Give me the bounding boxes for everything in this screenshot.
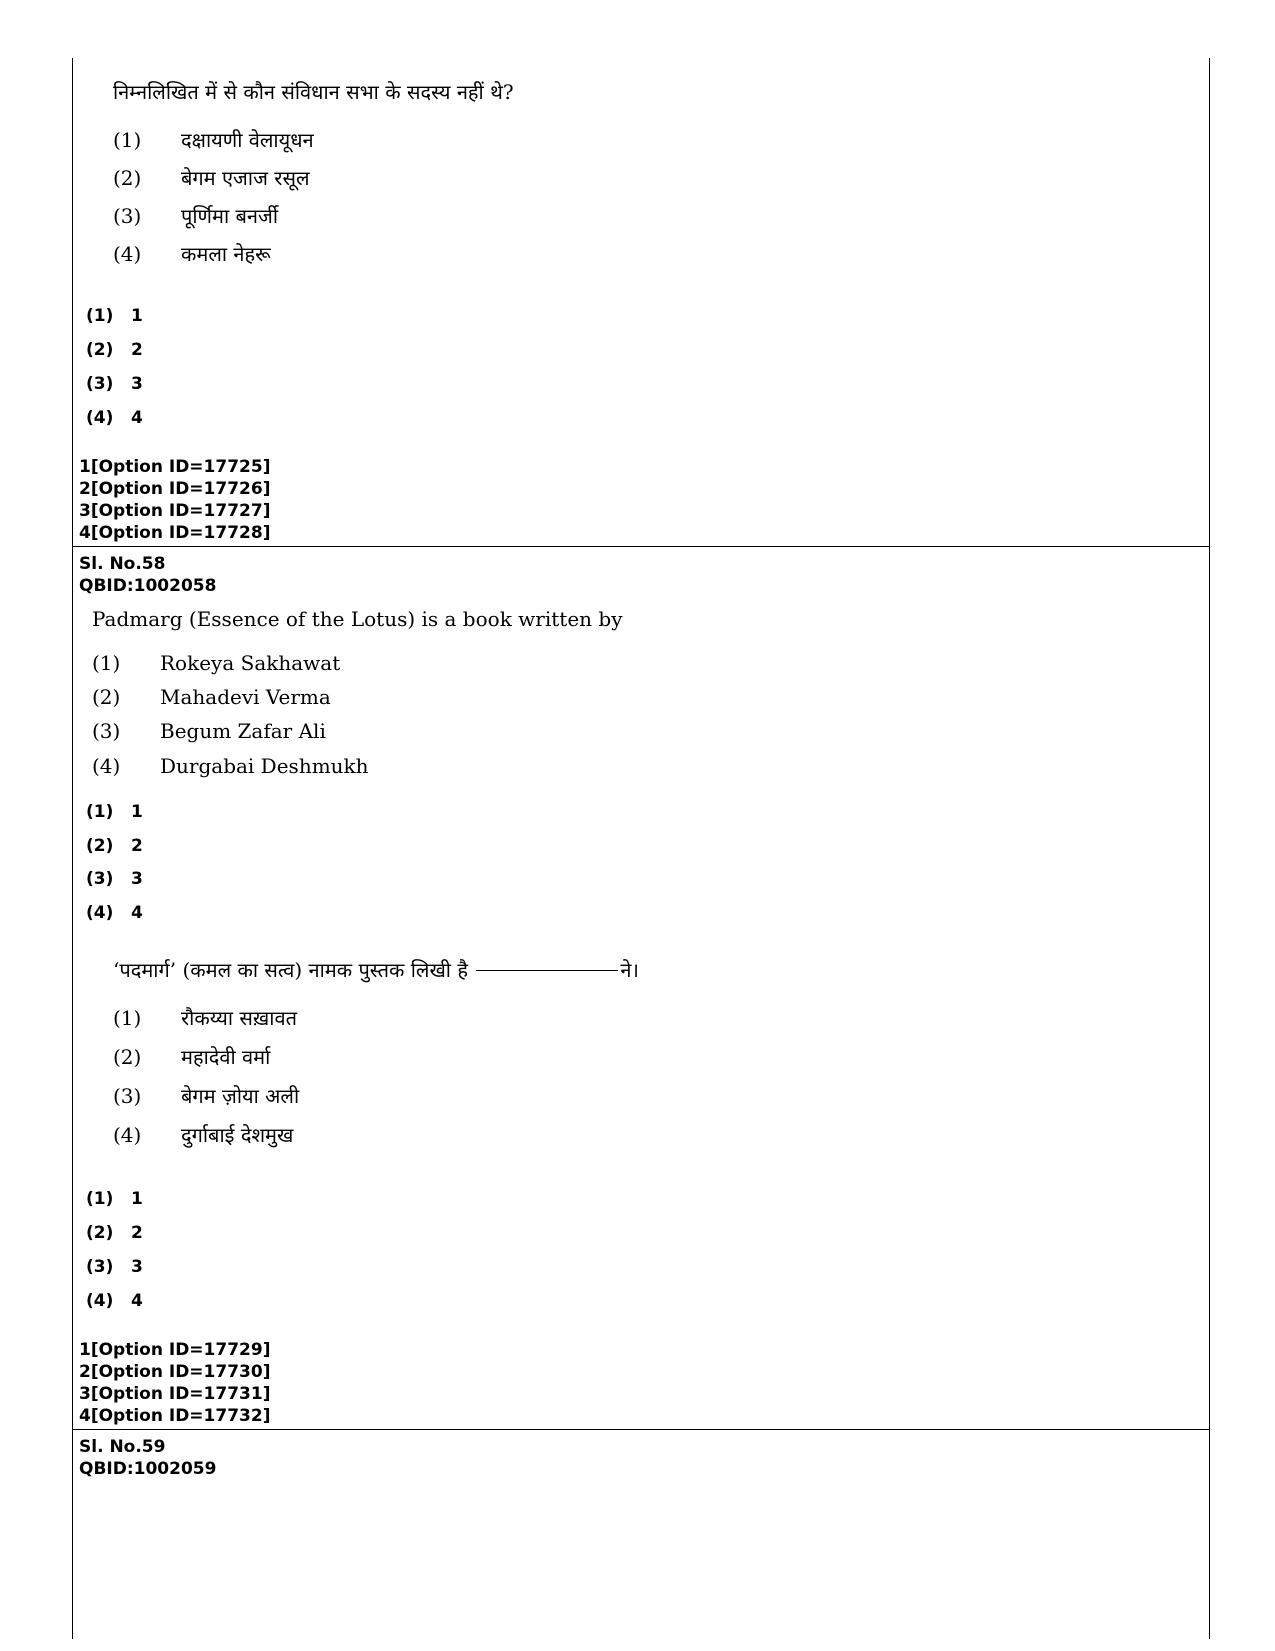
option-id-line: 3[Option ID=17731] [79, 1384, 271, 1404]
question-meta-58 [79, 553, 216, 597]
right-border [1209, 58, 1210, 1639]
option-hi-58-4: (4) दुर्गाबाई देशमुख [113, 1123, 294, 1147]
option-ids-prev [79, 456, 270, 544]
option-id-line: 2[Option ID=17726] [79, 479, 271, 499]
answer-hi-58-3: (3) 3 [86, 1257, 143, 1277]
serial-number: Sl. No.59 [79, 1437, 166, 1457]
question-meta-59 [79, 1436, 216, 1480]
question-hindi-prev: निम्नलिखित में से कौन संविधान सभा के सदस्य नहीं थे? [113, 80, 514, 104]
answer-blank [476, 970, 618, 971]
qbid: QBID:1002058 [79, 576, 217, 596]
option-en-58-4: (4) Durgabai Deshmukh [92, 754, 369, 778]
option-hi-prev-1: (1) दक्षायणी वेलायूधन [113, 128, 314, 152]
option-hi-58-1: (1) रौकय्या सख़ावत [113, 1006, 297, 1030]
option-en-58-3: (3) Begum Zafar Ali [92, 719, 326, 743]
option-en-58-2: (2) Mahadevi Verma [92, 685, 331, 709]
option-id-line: 3[Option ID=17727] [79, 501, 271, 521]
divider [72, 1429, 1210, 1430]
answer-en-58-2: (2) 2 [86, 836, 143, 856]
option-id-line: 4[Option ID=17728] [79, 523, 271, 543]
question-hindi-58: ‘पदमार्ग’ (कमल का सत्व) नामक पुस्तक लिखी है ने। [113, 958, 640, 982]
answer-hi-58-2: (2) 2 [86, 1223, 143, 1243]
option-hi-prev-4: (4) कमला नेहरू [113, 242, 271, 266]
answer-en-58-4: (4) 4 [86, 903, 143, 923]
answer-prev-1: (1) 1 [86, 306, 143, 326]
option-id-line: 1[Option ID=17725] [79, 457, 271, 477]
divider [72, 546, 1210, 547]
answer-en-58-1: (1) 1 [86, 802, 143, 822]
question-english-58: Padmarg (Essence of the Lotus) is a book written by [92, 607, 623, 631]
qbid: QBID:1002059 [79, 1459, 217, 1479]
option-id-line: 4[Option ID=17732] [79, 1406, 271, 1426]
option-id-line: 2[Option ID=17730] [79, 1362, 271, 1382]
option-hi-prev-3: (3) पूर्णिमा बनर्जी [113, 204, 279, 228]
answer-hi-58-1: (1) 1 [86, 1189, 143, 1209]
option-hi-58-2: (2) महादेवी वर्मा [113, 1045, 271, 1069]
answer-hi-58-4: (4) 4 [86, 1291, 143, 1311]
left-border [72, 58, 73, 1639]
serial-number: Sl. No.58 [79, 554, 166, 574]
option-en-58-1: (1) Rokeya Sakhawat [92, 651, 341, 675]
answer-prev-3: (3) 3 [86, 374, 143, 394]
option-id-line: 1[Option ID=17729] [79, 1340, 271, 1360]
option-hi-58-3: (3) बेगम ज़ोया अली [113, 1084, 300, 1108]
answer-en-58-3: (3) 3 [86, 869, 143, 889]
answer-prev-2: (2) 2 [86, 340, 143, 360]
answer-prev-4: (4) 4 [86, 408, 143, 428]
option-hi-prev-2: (2) बेगम एजाज रसूल [113, 166, 310, 190]
option-ids-58 [79, 1339, 270, 1427]
